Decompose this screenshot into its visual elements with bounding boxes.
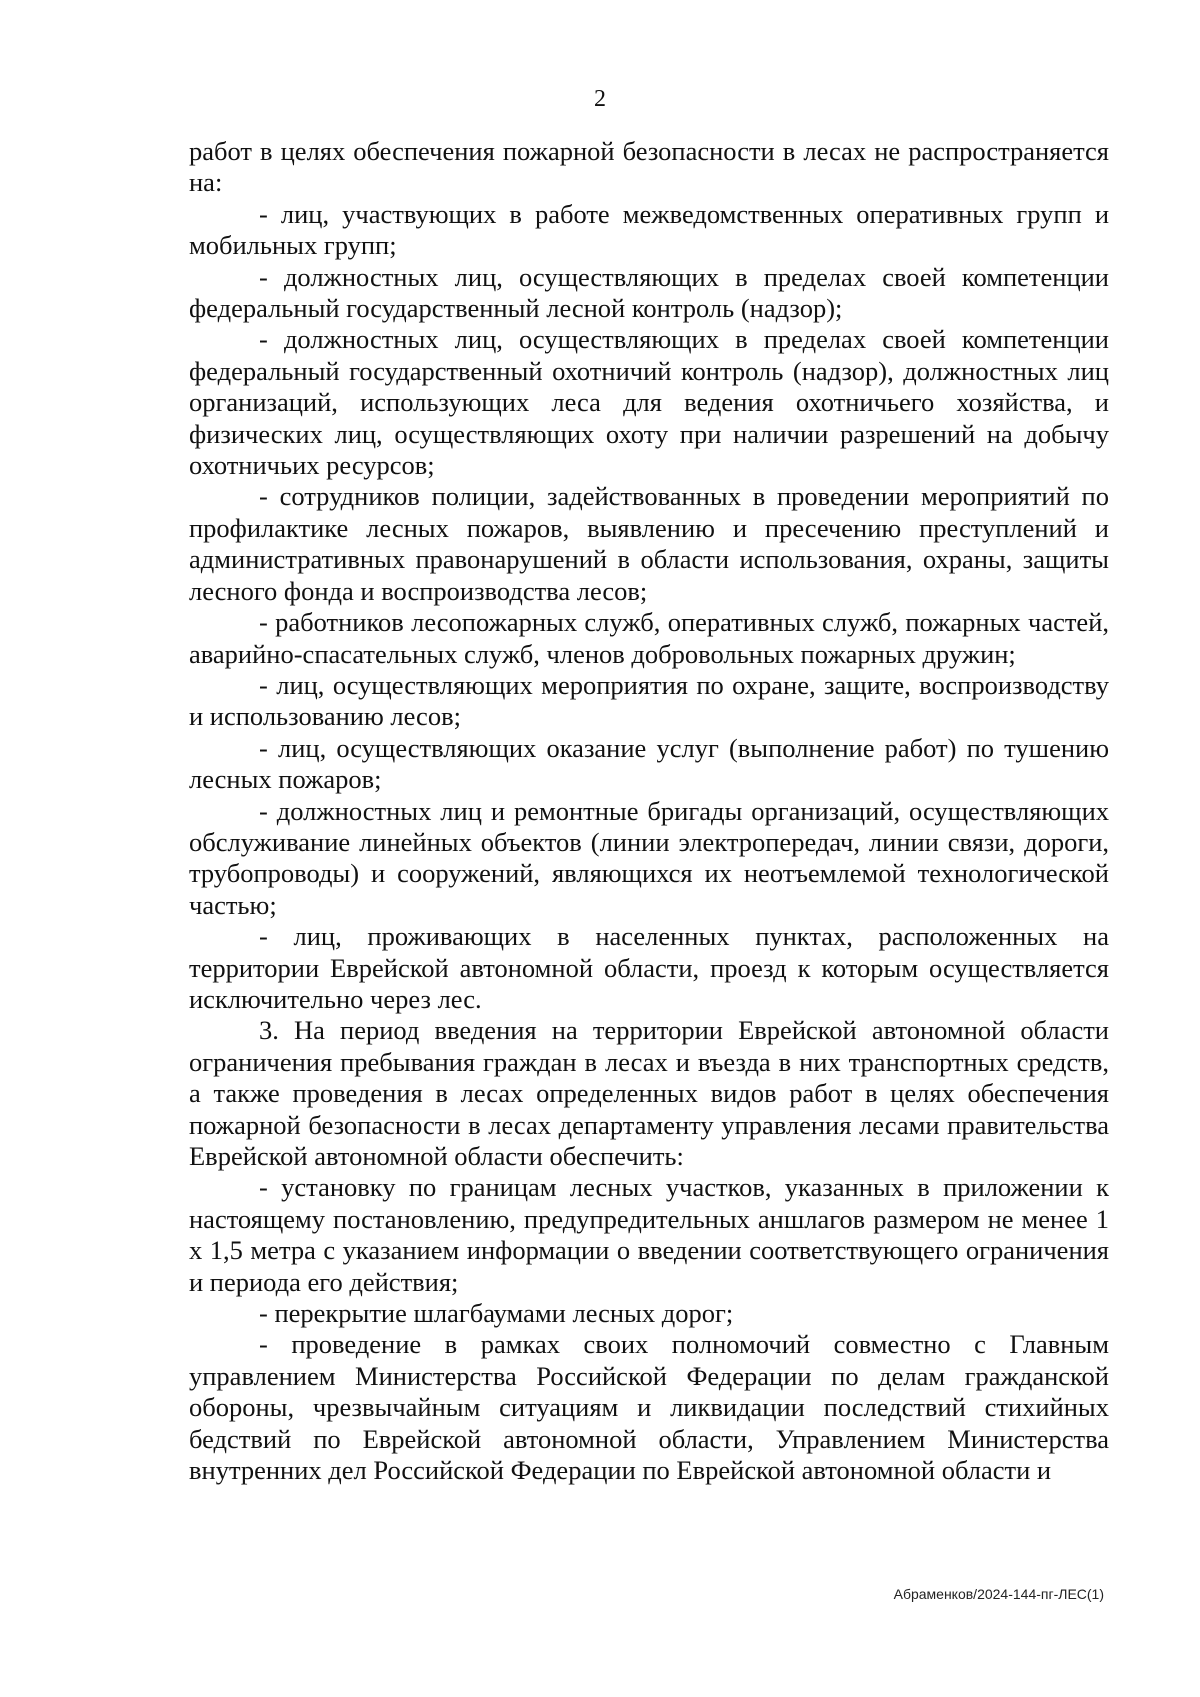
paragraph: - установку по границам лесных участков, указанных в приложении к настоящему постановлению, предупредительных аншлагов размером не менее 1 х 1,5 метра с указанием информации о введении соответствующего ограничения и периода его действия; — [189, 1172, 1109, 1297]
paragraph: - лиц, проживающих в населенных пунктах, расположенных на территории Еврейской автономной области, проезд к которым осуществляется исключительно через лес. — [189, 921, 1109, 1014]
document-registration-code: Абраменков/2024-144-пг-ЛЕС(1) — [893, 1586, 1104, 1602]
paragraph: - проведение в рамках своих полномочий совместно с Главным управлением Министерства Российской Федерации по делам гражданской обороны, чрезвычайным ситуациям и ликвидации последствий стихийных бедствий по Еврейской автономной области, Управлением Министерства внутренних дел Российской Федерации по Еврейской автономной области и — [189, 1329, 1109, 1486]
paragraph: - должностных лиц и ремонтные бригады организаций, осуществляющих обслуживание линейных объектов (линии электропередач, линии связи, дороги, трубопроводы) и сооружений, являющихся их неотъемлемой технологической частью; — [189, 795, 1109, 920]
paragraph: - работников лесопожарных служб, оперативных служб, пожарных частей, аварийно-спасательных служб, членов добровольных пожарных дружин; — [189, 607, 1109, 669]
paragraph: - лиц, участвующих в работе межведомственных оперативных групп и мобильных групп; — [189, 198, 1109, 261]
paragraph: 3. На период введения на территории Еврейской автономной области ограничения пребывания граждан в лесах и въезда в них транспортных средств, а также проведения в лесах определенных видов работ в целях обеспечения пожарной безопасности в лесах департаменту управления лесами правительства Еврейской автономной области обеспечить: — [189, 1015, 1109, 1171]
paragraph: - должностных лиц, осуществляющих в пределах своей компетенции федеральный государственный охотничий контроль (надзор), должностных лиц организаций, использующих леса для ведения охотничьего хозяйства, и физических лиц, осуществляющих охоту при наличии разрешений на добычу охотничьих ресурсов; — [189, 324, 1109, 481]
paragraph: - сотрудников полиции, задействованных в проведении мероприятий по профилактике лесных пожаров, выявлению и пресечению преступлений и административных правонарушений в области использования, охраны, защиты лесного фонда и воспроизводства лесов; — [189, 481, 1109, 606]
paragraph: - лиц, осуществляющих оказание услуг (выполнение работ) по тушению лесных пожаров; — [189, 732, 1109, 795]
paragraph: - лиц, осуществляющих мероприятия по охране, защите, воспроизводству и использованию лесов; — [189, 669, 1109, 732]
paragraph-continuation: работ в целях обеспечения пожарной безопасности в лесах не распространяется на: — [189, 136, 1109, 198]
document-body — [189, 136, 1109, 1486]
paragraph: - перекрытие шлагбаумами лесных дорог; — [259, 1298, 734, 1329]
page-number: 2 — [594, 86, 606, 112]
paragraph: - должностных лиц, осуществляющих в пределах своей компетенции федеральный государственный лесной контроль (надзор); — [189, 261, 1109, 324]
